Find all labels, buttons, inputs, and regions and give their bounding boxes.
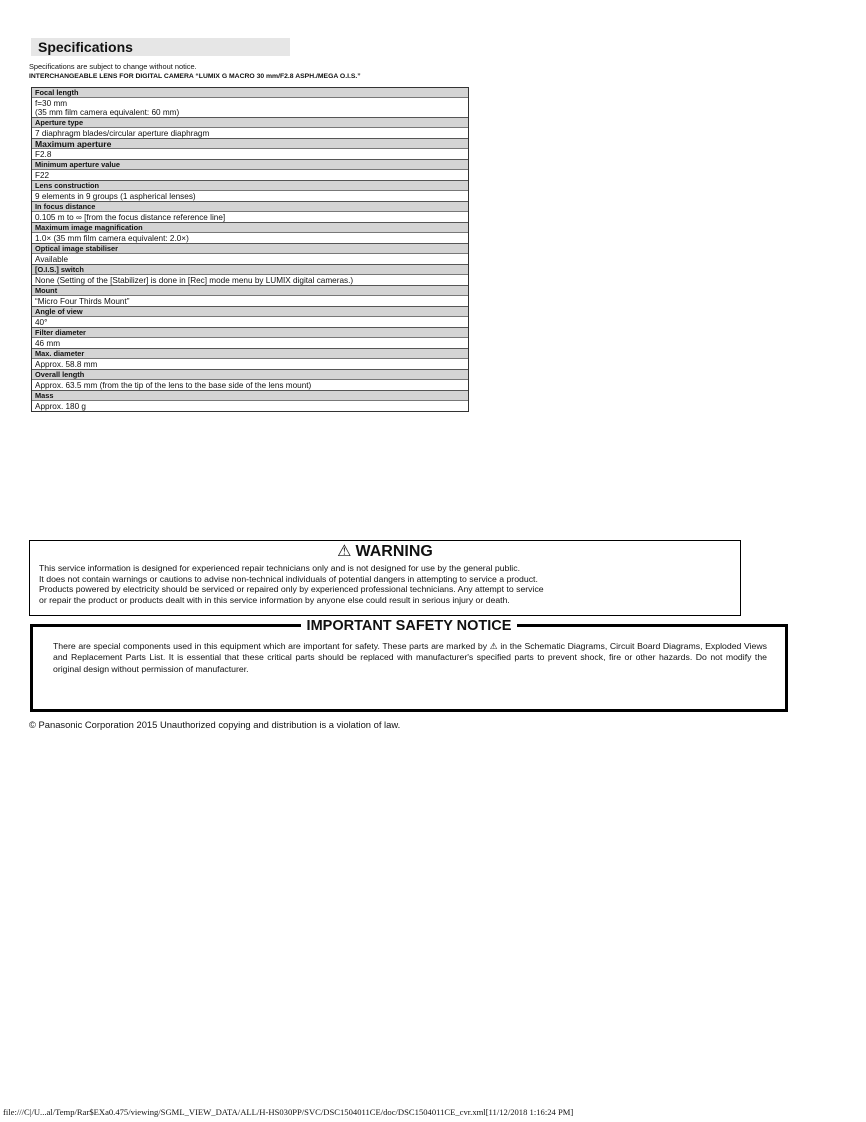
spec-value: f=30 mm (35 mm film camera equivalent: 60 mm) xyxy=(35,99,180,117)
spec-value: F22 xyxy=(35,171,50,180)
spec-label: Mount xyxy=(32,286,468,296)
spec-label: Overall length xyxy=(32,370,468,380)
spec-row xyxy=(32,327,468,348)
spec-value: F2.8 xyxy=(35,150,52,159)
warning-line: It does not contain warnings or cautions to advise non-technical individuals of potential dangers in attempting to service a product. xyxy=(39,573,538,584)
spec-row xyxy=(32,306,468,327)
safety-notice-text xyxy=(53,641,767,675)
file-path-footer: file:///C|/U...al/Temp/Rar$EXa0.475/viewing/SGML_VIEW_DATA/ALL/H-HS030PP/SVC/DSC1504011CE/doc/DSC1504011CE_cvr.xml[11/12/2018 1:16:24 PM] xyxy=(3,1107,574,1117)
spec-label: Lens construction xyxy=(32,181,468,191)
spec-row xyxy=(32,390,468,411)
warning-triangle-icon: ⚠ xyxy=(489,641,498,651)
spec-row xyxy=(32,264,468,285)
spec-value: 40° xyxy=(35,318,48,327)
spec-row xyxy=(32,285,468,306)
spec-row xyxy=(32,117,468,138)
spec-label: Mass xyxy=(32,391,468,401)
spec-value: 46 mm xyxy=(35,339,61,348)
spec-row xyxy=(32,201,468,222)
safety-text-part-1: There are special components used in this equipment which are important for safety. These parts are marked by xyxy=(53,641,488,651)
safety-text-part-2: in the Schematic Diagrams, Circuit Board Diagrams, Exploded Views and Replacement Parts List. It is essential that these critical parts should be replaced with manufacturer's specified parts to prevent shock, fire or other hazards. Do not modify the original design without permission of manufacturer. xyxy=(53,641,767,674)
spec-value: Available xyxy=(35,255,69,264)
spec-row xyxy=(32,159,468,180)
spec-value: “Micro Four Thirds Mount” xyxy=(35,297,130,306)
spec-row xyxy=(32,138,468,159)
spec-value: None (Setting of the [Stabilizer] is done in [Rec] mode menu by LUMIX digital cameras.) xyxy=(35,276,354,285)
spec-label: Aperture type xyxy=(32,118,468,128)
warning-line: This service information is designed for experienced repair technicians only and is not designed for use by the general public. xyxy=(39,563,520,573)
spec-value: Approx. 58.8 mm xyxy=(35,360,98,369)
copyright-notice: © Panasonic Corporation 2015 Unauthorized copying and distribution is a violation of law. xyxy=(29,719,401,730)
spec-label: [O.I.S.] switch xyxy=(32,265,468,275)
spec-value: 9 elements in 9 groups (1 aspherical lenses) xyxy=(35,192,196,201)
spec-row xyxy=(32,222,468,243)
spec-label: Filter diameter xyxy=(32,328,468,338)
safety-notice-title-text: IMPORTANT SAFETY NOTICE xyxy=(301,618,518,634)
warning-text xyxy=(39,563,734,605)
spec-label: Maximum image magnification xyxy=(32,223,468,233)
spec-row xyxy=(32,369,468,390)
safety-notice-box xyxy=(30,618,788,712)
product-title: INTERCHANGEABLE LENS FOR DIGITAL CAMERA “LUMIX G MACRO 30 mm/F2.8 ASPH./MEGA O.I.S.” xyxy=(29,73,361,80)
spec-label: Optical image stabiliser xyxy=(32,244,468,254)
spec-value: Approx. 180 g xyxy=(35,402,86,411)
spec-row xyxy=(32,348,468,369)
spec-value: 1.0× (35 mm film camera equivalent: 2.0×) xyxy=(35,234,189,243)
spec-row xyxy=(32,243,468,264)
spec-label: Max. diameter xyxy=(32,349,468,359)
spec-label: Angle of view xyxy=(32,307,468,317)
spec-label: In focus distance xyxy=(32,202,468,212)
warning-triangle-icon: ⚠ xyxy=(337,543,352,560)
spec-row xyxy=(32,180,468,201)
specs-note: Specifications are subject to change without notice. xyxy=(29,62,197,71)
spec-value: Approx. 63.5 mm (from the tip of the lens to the base side of the lens mount) xyxy=(35,381,312,390)
section-heading: Specifications xyxy=(31,38,290,56)
spec-label: Maximum aperture xyxy=(32,139,468,149)
specifications-table xyxy=(31,87,469,412)
spec-label: Minimum aperture value xyxy=(32,160,468,170)
warning-line: or repair the product or products dealt with in this service information by anyone else could result in serious injury or death. xyxy=(39,594,510,605)
warning-line: Products powered by electricity should be serviced or repaired only by experienced professional technicians. Any attempt to service xyxy=(39,584,544,595)
spec-value: 0.105 m to ∞ [from the focus distance reference line] xyxy=(35,213,226,222)
warning-box xyxy=(29,540,741,616)
warning-title xyxy=(30,542,740,562)
spec-row xyxy=(32,88,468,117)
spec-value: 7 diaphragm blades/circular aperture diaphragm xyxy=(35,129,210,138)
spec-label: Focal length xyxy=(32,88,468,98)
warning-title-text: WARNING xyxy=(355,543,433,560)
safety-notice-title xyxy=(33,617,785,635)
